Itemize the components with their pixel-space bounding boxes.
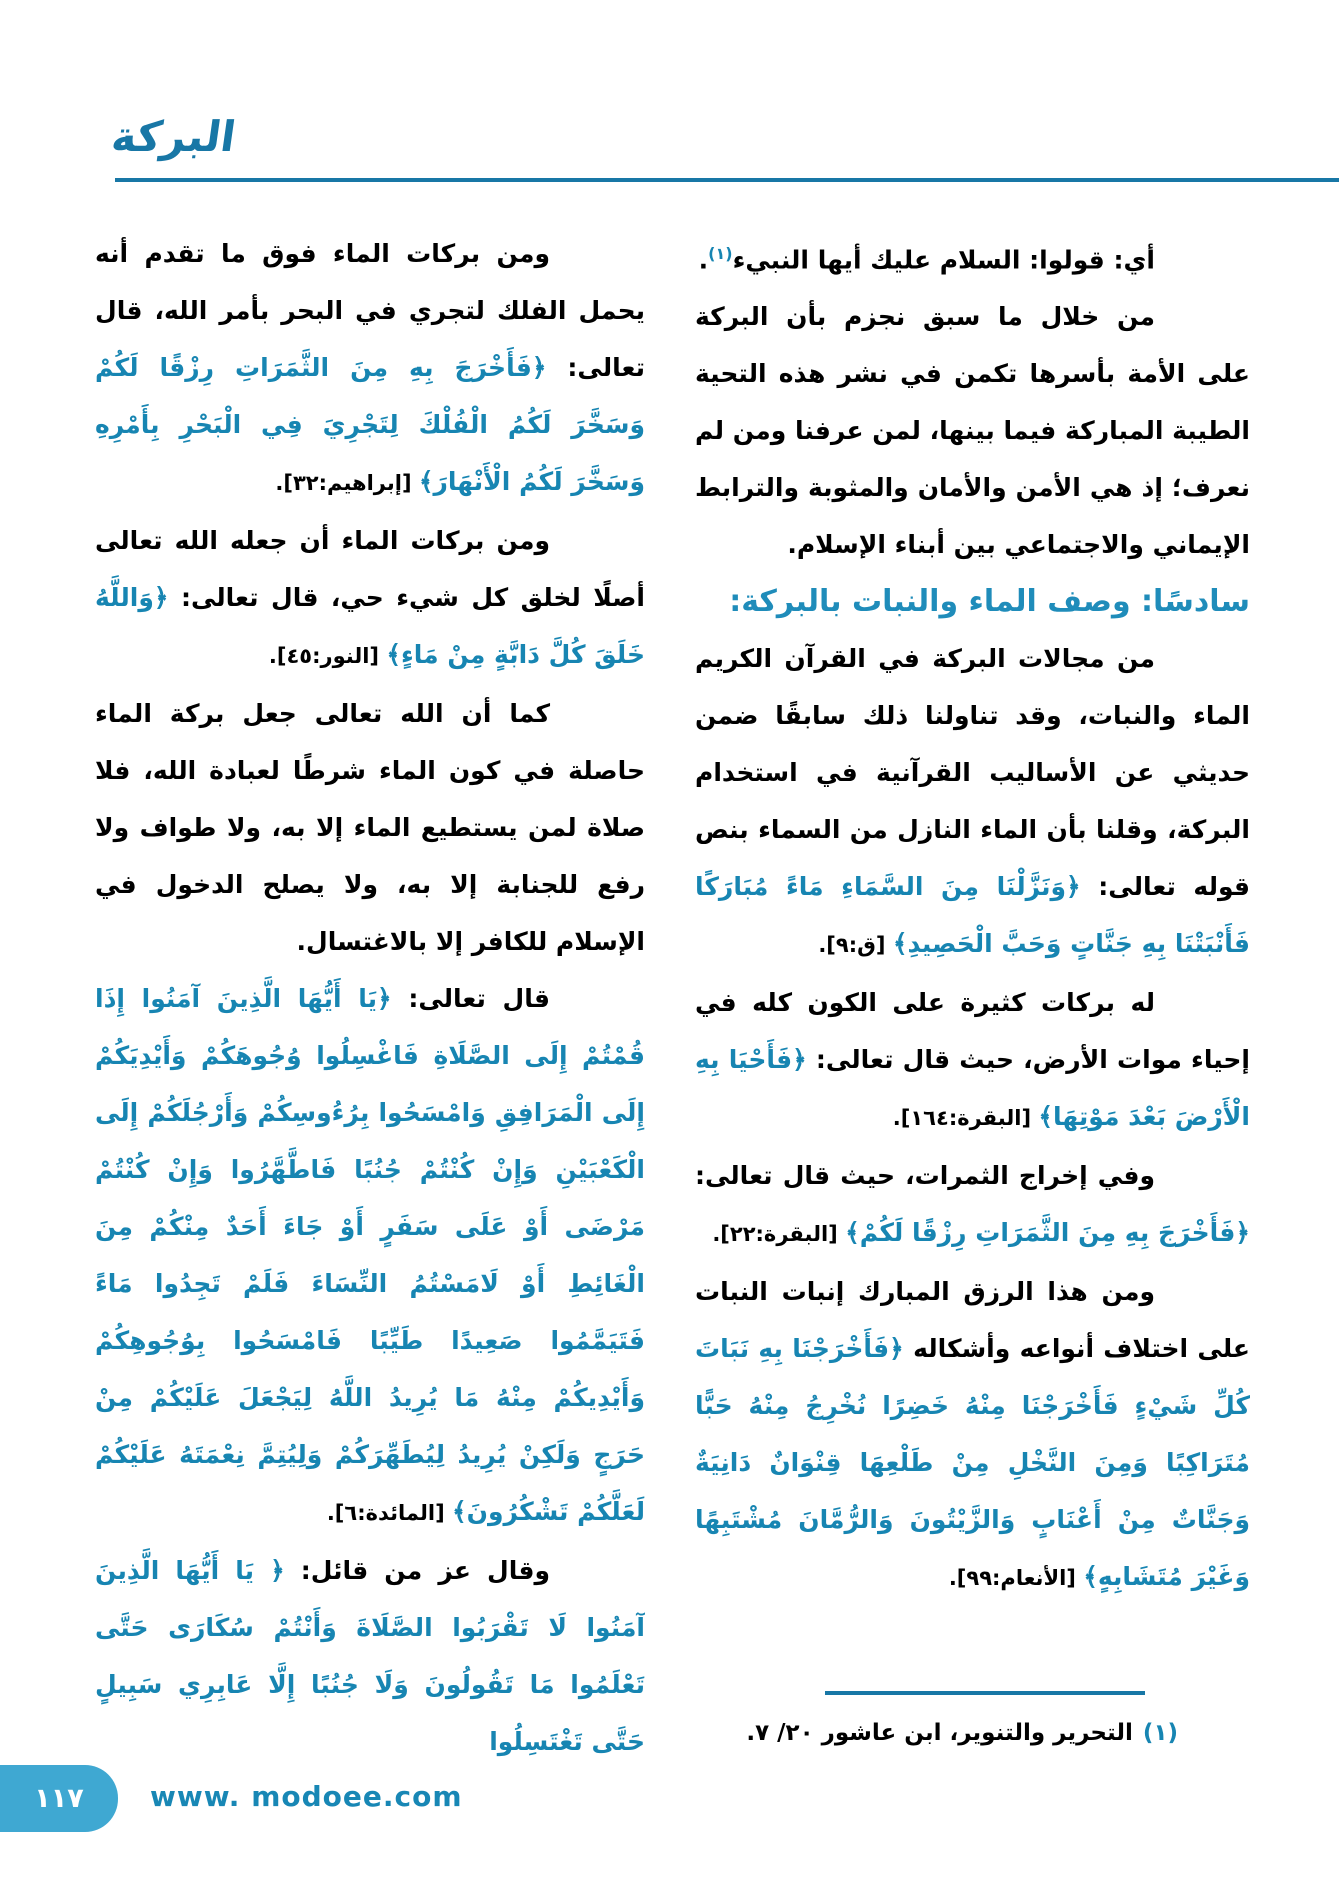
quran-verse: ﴿وَاللَّهُ خَلَقَ كُلَّ دَابَّةٍ مِنْ مَاءٍ﴾ [95,583,645,669]
body-text: وفي إخراج الثمرات، حيث قال تعالى: [695,1161,1155,1191]
body-text: له بركات كثيرة على الكون كله في إحياء موات الأرض، حيث قال تعالى: [695,988,1250,1075]
paragraph [95,512,645,685]
body-text: من خلال ما سبق نجزم بأن البركة على الأمة بأسرها تكمن في نشر هذه التحية الطيبة المباركة فيما بينها، لمن عرفنا ومن لم نعرف؛ إذ هي الأمن والأمان والمثوبة والترابط الإيماني والاجتماعي بين أبناء الإسلام. [695,302,1250,560]
verse-reference: [النور:٤٥]. [268,644,387,668]
verse-reference: [ق:٩]. [818,933,893,958]
page-number-tab [0,1765,118,1832]
body-text: ومن هذا الرزق المبارك إنبات النبات على اختلاف أنواعه وأشكاله [695,1277,1250,1364]
quran-verse: ﴿فَأَخْرَجَ بِهِ مِنَ الثَّمَرَاتِ رِزْقًا لَكُمْ وَسَخَّرَ لَكُمُ الْفُلْكَ لِتَجْرِيَ فِي الْبَحْرِ بِأَمْرِهِ وَسَخَّرَ لَكُمُ الْأَنْهَارَ﴾ [95,353,645,496]
paragraph [95,685,645,970]
body-text: ومن بركات الماء أن جعله الله تعالى أصلًا لخلق كل شيء حي، قال تعالى: [95,526,645,612]
quran-verse: ﴿فَأَخْرَجْنَا بِهِ نَبَاتَ كُلِّ شَيْءٍ فَأَخْرَجْنَا مِنْهُ خَضِرًا نُخْرِجُ مِنْهُ حَبًّا مُتَرَاكِبًا وَمِنَ النَّخْلِ مِنْ طَلْعِهَا قِنْوَانٌ دَانِيَةٌ وَجَنَّاتٌ مِنْ أَعْنَابٍ وَالزَّيْتُونَ وَالرُّمَّانَ مُشْتَبِهًا وَغَيْرَ مُتَشَابِهٍ﴾ [695,1334,1250,1592]
paragraph [695,225,1250,288]
left-column [95,225,645,1805]
paragraph [695,1263,1250,1607]
footnote-separator [825,1691,1145,1695]
body-text: كما أن الله تعالى جعل بركة الماء حاصلة في كون الماء شرطًا لعبادة الله، فلا صلاة لمن يستطيع الماء إلا به، ولا طواف ولا رفع للجنابة إلا به، ولا يصلح الدخول في الإسلام للكافر إلا بالاغتسال. [95,699,645,956]
body-text: قال تعالى: [391,984,550,1013]
footnote-number: (١) [1142,1720,1178,1746]
verse-reference: [البقرة:١٦٤]. [892,1106,1039,1131]
quran-verse: ﴿فَأَحْيَا بِهِ الْأَرْضَ بَعْدَ مَوْتِهَا﴾ [695,1045,1250,1132]
paragraph [695,1147,1250,1263]
paragraph [95,970,645,1542]
footnote [700,1712,1178,1754]
quran-verse: ﴿فَأَخْرَجَ بِهِ مِنَ الثَّمَرَاتِ رِزْقًا لَكُمْ﴾ [845,1218,1250,1248]
site-url: www. modoee.com [150,1780,463,1813]
paragraph [695,630,1250,974]
page-number: ١١٧ [34,1783,84,1814]
section-heading: سادسًا: وصف الماء والنبات بالبركة: [729,584,1250,620]
quran-verse: ﴿وَنَزَّلْنَا مِنَ السَّمَاءِ مَاءً مُبَارَكًا فَأَنْبَتْنَا بِهِ جَنَّاتٍ وَحَبَّ الْحَصِيدِ﴾ [695,872,1250,959]
body-text: أي: قولوا: السلام عليك أيها النبيء [732,245,1155,275]
footnote-ref-marker: (١) [708,244,733,263]
footnote-text: التحرير والتنوير، ابن عاشور ٢٠/ ٧. [746,1720,1133,1746]
quran-verse: ﴿ يَا أَيُّهَا الَّذِينَ آمَنُوا لَا تَقْرَبُوا الصَّلَاةَ وَأَنْتُمْ سُكَارَى حَتَّى تَعْلَمُوا مَا تَقُولُونَ وَلَا جُنُبًا إِلَّا عَابِرِي سَبِيلٍ حَتَّى تَغْتَسِلُوا [95,1556,645,1756]
paragraph [695,974,1250,1147]
body-text: من مجالات البركة في القرآن الكريم الماء والنبات، وقد تناولنا ذلك سابقًا ضمن حديثي عن الأساليب القرآنية في استخدام البركة، وقلنا بأن الماء النازل من السماء بنص قوله تعالى: [695,644,1250,902]
verse-reference: [الأنعام:٩٩]. [948,1566,1084,1591]
verse-reference: [البقرة:٢٢]. [712,1222,846,1247]
verse-reference: [المائدة:٦]. [326,1501,452,1525]
body-text: ومن بركات الماء فوق ما تقدم أنه يحمل الفلك لتجري في البحر بأمر الله، قال تعالى: [95,239,645,382]
right-column [695,225,1250,1685]
header-rule [115,178,1339,182]
body-text: وقال عز من قائل: [284,1556,550,1585]
paragraph [695,288,1250,573]
paragraph [95,1542,645,1770]
quran-verse: ﴿يَا أَيُّهَا الَّذِينَ آمَنُوا إِذَا قُمْتُمْ إِلَى الصَّلَاةِ فَاغْسِلُوا وُجُوهَكُمْ وَأَيْدِيَكُمْ إِلَى الْمَرَافِقِ وَامْسَحُوا بِرُءُوسِكُمْ وَأَرْجُلَكُمْ إِلَى الْكَعْبَيْنِ وَإِنْ كُنْتُمْ جُنُبًا فَاطَّهَّرُوا وَإِنْ كُنْتُمْ مَرْضَى أَوْ عَلَى سَفَرٍ أَوْ جَاءَ أَحَدٌ مِنْكُمْ مِنَ الْغَائِطِ أَوْ لَامَسْتُمُ النِّسَاءَ فَلَمْ تَجِدُوا مَاءً فَتَيَمَّمُوا صَعِيدًا طَيِّبًا فَامْسَحُوا بِوُجُوهِكُمْ وَأَيْدِيكُمْ مِنْهُ مَا يُرِيدُ اللَّهُ لِيَجْعَلَ عَلَيْكُمْ مِنْ حَرَجٍ وَلَكِنْ يُرِيدُ لِيُطَهِّرَكُمْ وَلِيُتِمَّ نِعْمَتَهُ عَلَيْكُمْ لَعَلَّكُمْ تَشْكُرُونَ﴾ [95,984,645,1526]
body-text: . [698,245,709,275]
page-header-title: البركة [108,112,239,161]
verse-reference: [إبراهيم:٣٢]. [275,471,419,495]
paragraph [95,225,645,512]
